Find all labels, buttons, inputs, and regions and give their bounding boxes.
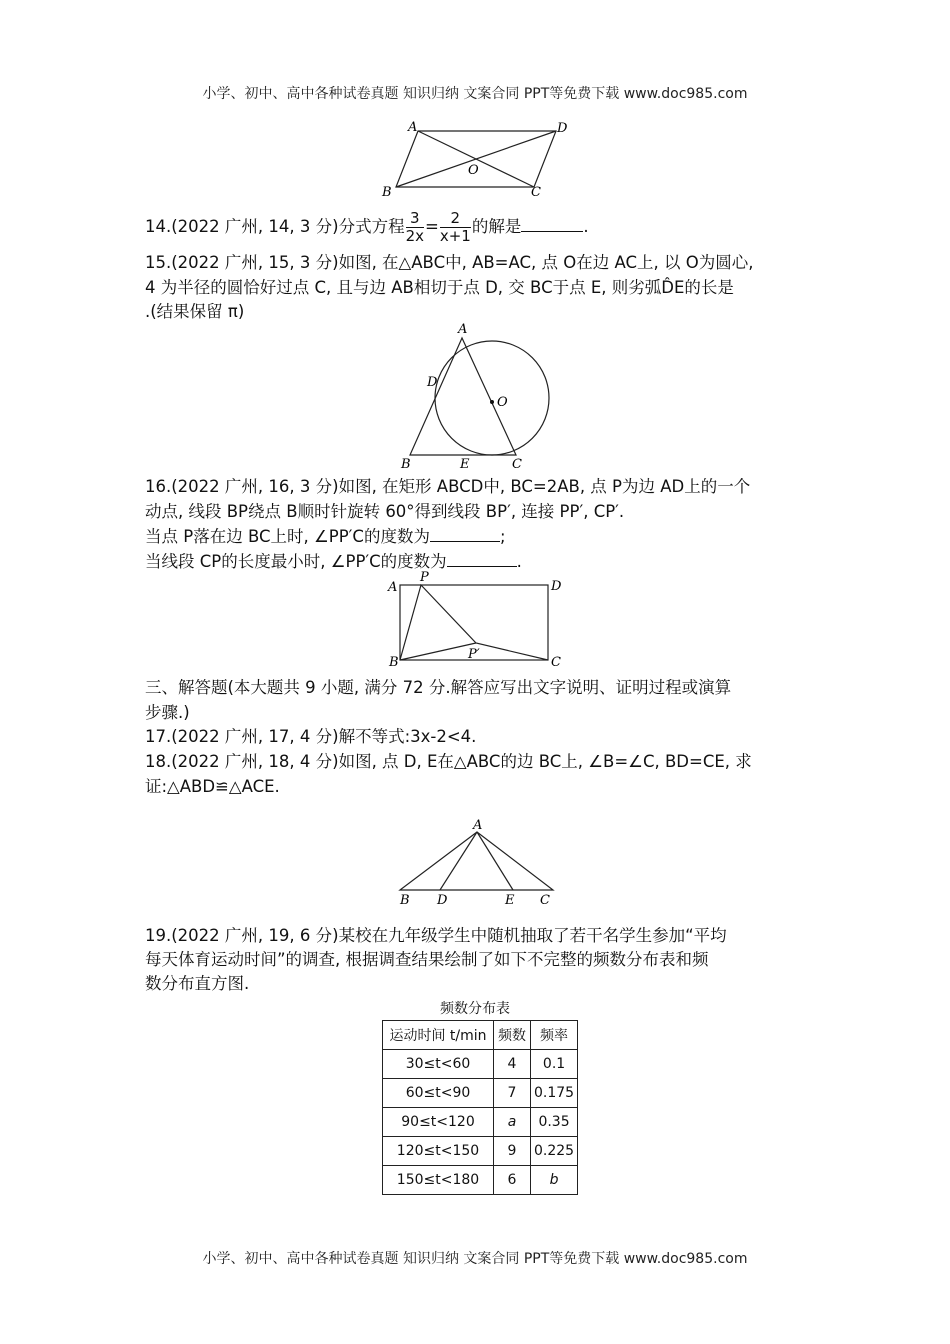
table-caption: 频数分布表	[440, 1001, 510, 1017]
label-o: O	[468, 163, 479, 178]
q16-line2: 动点, 线段 BP绕点 B顺时针旋转 60°得到线段 BP′, 连接 PP′, CP′.	[145, 502, 625, 521]
table-row: 120≤t<150 9 0.225	[383, 1137, 578, 1166]
label-b: B	[389, 655, 399, 670]
frequency-table	[382, 1020, 578, 1195]
section3-line1: 三、解答题(本大题共 9 小题, 满分 72 分.解答应写出文字说明、证明过程或演算	[145, 678, 732, 697]
label-d: D	[427, 375, 438, 390]
answer-blank	[430, 525, 500, 542]
label-o: O	[497, 395, 508, 410]
label-c: C	[540, 893, 550, 908]
figure-triangle-circle	[410, 338, 549, 455]
label-a: A	[473, 818, 483, 833]
label-a: A	[408, 120, 418, 135]
q18-line2: 证:△ABD≌△ACE.	[145, 777, 280, 796]
table-row: 60≤t<90 7 0.175	[383, 1079, 578, 1108]
table-row: 150≤t<180 6 b	[383, 1166, 578, 1195]
fraction-1: $\frac{3}{2x}$	[405, 209, 424, 245]
label-e: E	[505, 893, 515, 908]
label-d: D	[437, 893, 448, 908]
label-a: A	[458, 322, 468, 337]
answer-blank	[521, 215, 583, 232]
figure-triangle-abc	[400, 832, 553, 890]
label-c: C	[531, 185, 541, 200]
label-b: B	[400, 893, 410, 908]
label-p-prime: P′	[468, 647, 480, 662]
fraction-2: $\frac{2}{x+1}$	[439, 209, 471, 245]
q15-line3: .(结果保留 π)	[145, 302, 245, 321]
label-c: C	[551, 655, 561, 670]
q15-line1: 15.(2022 广州, 15, 3 分)如图, 在△ABC中, AB=AC, 点 O在边 AC上, 以 O为圆心,	[145, 253, 754, 272]
label-e: E	[460, 457, 470, 472]
table-header-row: 运动时间 t/min 频数 频率	[383, 1021, 578, 1050]
label-d: D	[557, 121, 568, 136]
section3-line2: 步骤.)	[145, 703, 190, 722]
page-footer: 小学、初中、高中各种试卷真题 知识归纳 文案合同 PPT等免费下载 www.doc985.com	[202, 1251, 748, 1267]
q16-line1: 16.(2022 广州, 16, 3 分)如图, 在矩形 ABCD中, BC=2AB, 点 P为边 AD上的一个	[145, 477, 751, 496]
question-14: 14.(2022 广州, 14, 3 分)分式方程 $\frac{3}{2x}$ = $\frac{2}{x+1}$ 的解是 .	[145, 209, 589, 245]
q19-line2: 每天体育运动时间”的调查, 根据调查结果绘制了如下不完整的频数分布表和频	[145, 950, 709, 969]
figure-parallelogram	[396, 131, 556, 187]
q16-line3: 当点 P落在边 BC上时, ∠PP′C的度数为 ;	[145, 527, 506, 546]
label-c: C	[512, 457, 522, 472]
answer-blank	[447, 550, 517, 567]
q14-prefix: 14.(2022 广州, 14, 3 分)分式方程	[145, 217, 405, 236]
label-p: P	[420, 570, 429, 585]
q16-line4: 当线段 CP的长度最小时, ∠PP′C的度数为 .	[145, 552, 522, 571]
label-b: B	[382, 185, 392, 200]
table-row: 90≤t<120 a 0.35	[383, 1108, 578, 1137]
q19-line1: 19.(2022 广州, 19, 6 分)某校在九年级学生中随机抽取了若干名学生参加“平均	[145, 926, 727, 945]
table-row: 30≤t<60 4 0.1	[383, 1050, 578, 1079]
q18-line1: 18.(2022 广州, 18, 4 分)如图, 点 D, E在△ABC的边 BC上, ∠B=∠C, BD=CE, 求	[145, 752, 752, 771]
q15-line2: 4 为半径的圆恰好过点 C, 且与边 AB相切于点 D, 交 BC于点 E, 则劣弧D̂E的长是	[145, 278, 734, 297]
label-b: B	[401, 457, 411, 472]
page-header: 小学、初中、高中各种试卷真题 知识归纳 文案合同 PPT等免费下载 www.doc985.com	[202, 86, 748, 102]
question-17: 17.(2022 广州, 17, 4 分)解不等式:3x-2<4.	[145, 727, 477, 746]
label-d: D	[551, 579, 562, 594]
label-a: A	[388, 580, 398, 595]
q19-line3: 数分布直方图.	[145, 974, 250, 993]
